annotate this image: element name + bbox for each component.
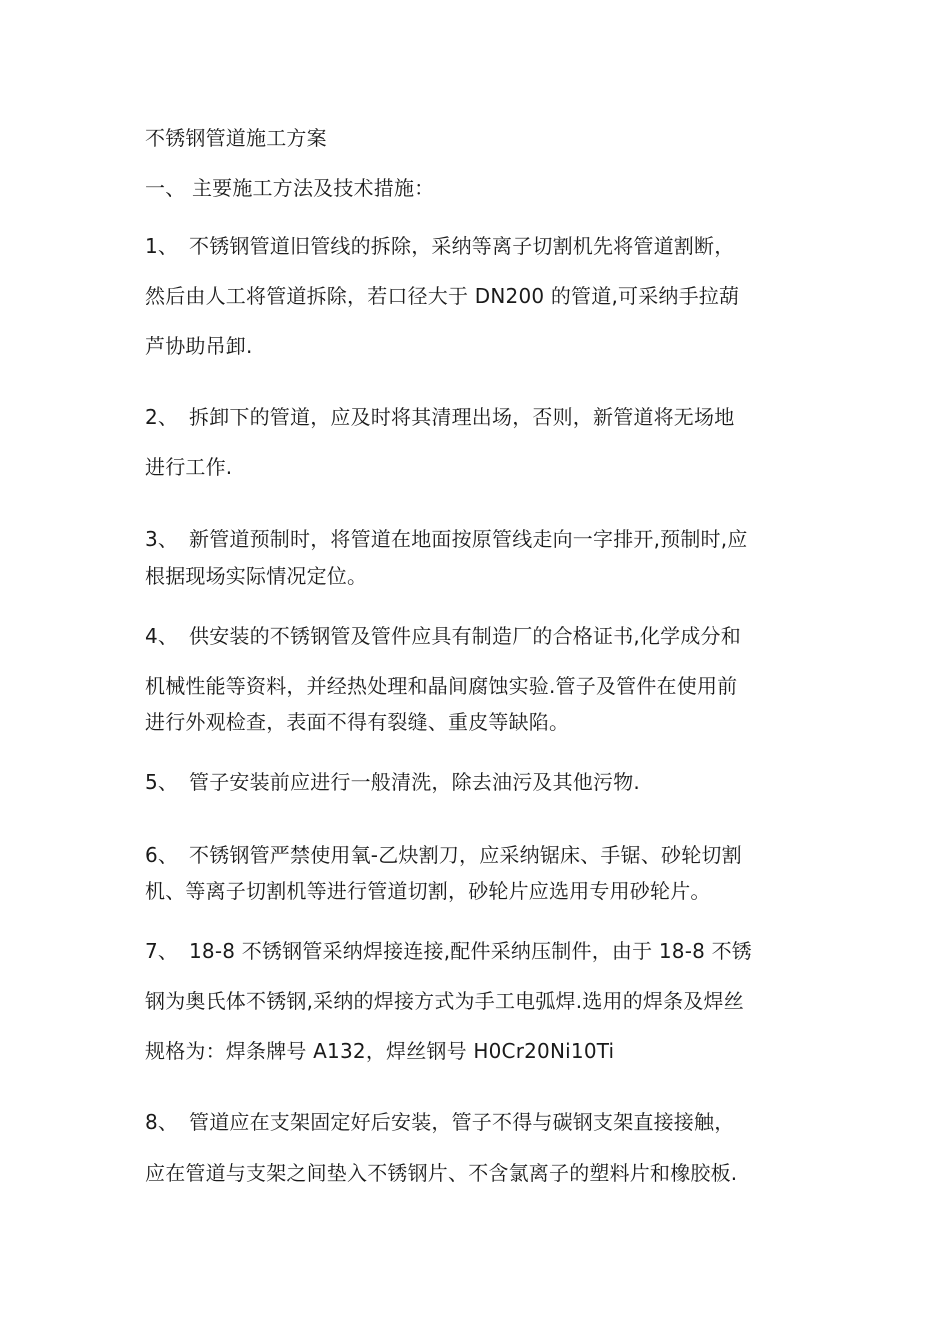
item-number: 6、 xyxy=(145,843,179,867)
item-text-line: 根据现场实际情况定位。 xyxy=(145,564,368,588)
item-text-line: 然后由人工将管道拆除，若口径大于 DN200 的管道,可采纳手拉葫 xyxy=(145,284,740,308)
item-text-line: 机、等离子切割机等进行管道切割，砂轮片应选用专用砂轮片。 xyxy=(145,879,711,903)
document-title: 不锈钢管道施工方案 xyxy=(145,126,327,150)
item-number: 5、 xyxy=(145,770,179,794)
item-text-line: 规格为：焊条牌号 A132，焊丝钢号 H0Cr20Ni10Ti xyxy=(145,1039,615,1063)
item-text-line: 芦协助吊卸. xyxy=(145,334,253,358)
item-text-line: 不锈钢管道旧管线的拆除，采纳等离子切割机先将管道割断， xyxy=(189,234,735,258)
item-text-line: 机械性能等资料，并经热处理和晶间腐蚀实验.管子及管件在使用前 xyxy=(145,674,738,698)
item-text-line: 进行外观检查，表面不得有裂缝、重皮等缺陷。 xyxy=(145,710,570,734)
item-text-line: 应在管道与支架之间垫入不锈钢片、不含氯离子的塑料片和橡胶板. xyxy=(145,1161,738,1185)
item-number: 4、 xyxy=(145,624,179,648)
item-text-line: 管子安装前应进行一般清洗，除去油污及其他污物. xyxy=(189,770,640,794)
item-text-line: 供安装的不锈钢管及管件应具有制造厂的合格证书,化学成分和 xyxy=(189,624,741,648)
item-number: 1、 xyxy=(145,234,179,258)
item-text-line: 管道应在支架固定好后安装，管子不得与碳钢支架直接接触， xyxy=(189,1110,735,1134)
item-text-line: 钢为奥氏体不锈钢,采纳的焊接方式为手工电弧焊.选用的焊条及焊丝 xyxy=(145,989,744,1013)
item-text-line: 不锈钢管严禁使用氧-乙炔割刀，应采纳锯床、手锯、砂轮切割 xyxy=(189,843,742,867)
item-number: 3、 xyxy=(145,527,179,551)
item-text-line: 拆卸下的管道，应及时将其清理出场，否则，新管道将无场地 xyxy=(189,405,735,429)
item-number: 8、 xyxy=(145,1110,179,1134)
item-text-line: 18-8 不锈钢管采纳焊接连接,配件采纳压制件，由于 18-8 不锈 xyxy=(189,939,753,963)
item-text-line: 新管道预制时，将管道在地面按原管线走向一字排开,预制时,应 xyxy=(189,527,748,551)
item-text-line: 进行工作. xyxy=(145,455,233,479)
item-number: 2、 xyxy=(145,405,179,429)
section-heading: 一、 主要施工方法及技术措施： xyxy=(145,176,435,200)
item-number: 7、 xyxy=(145,939,179,963)
